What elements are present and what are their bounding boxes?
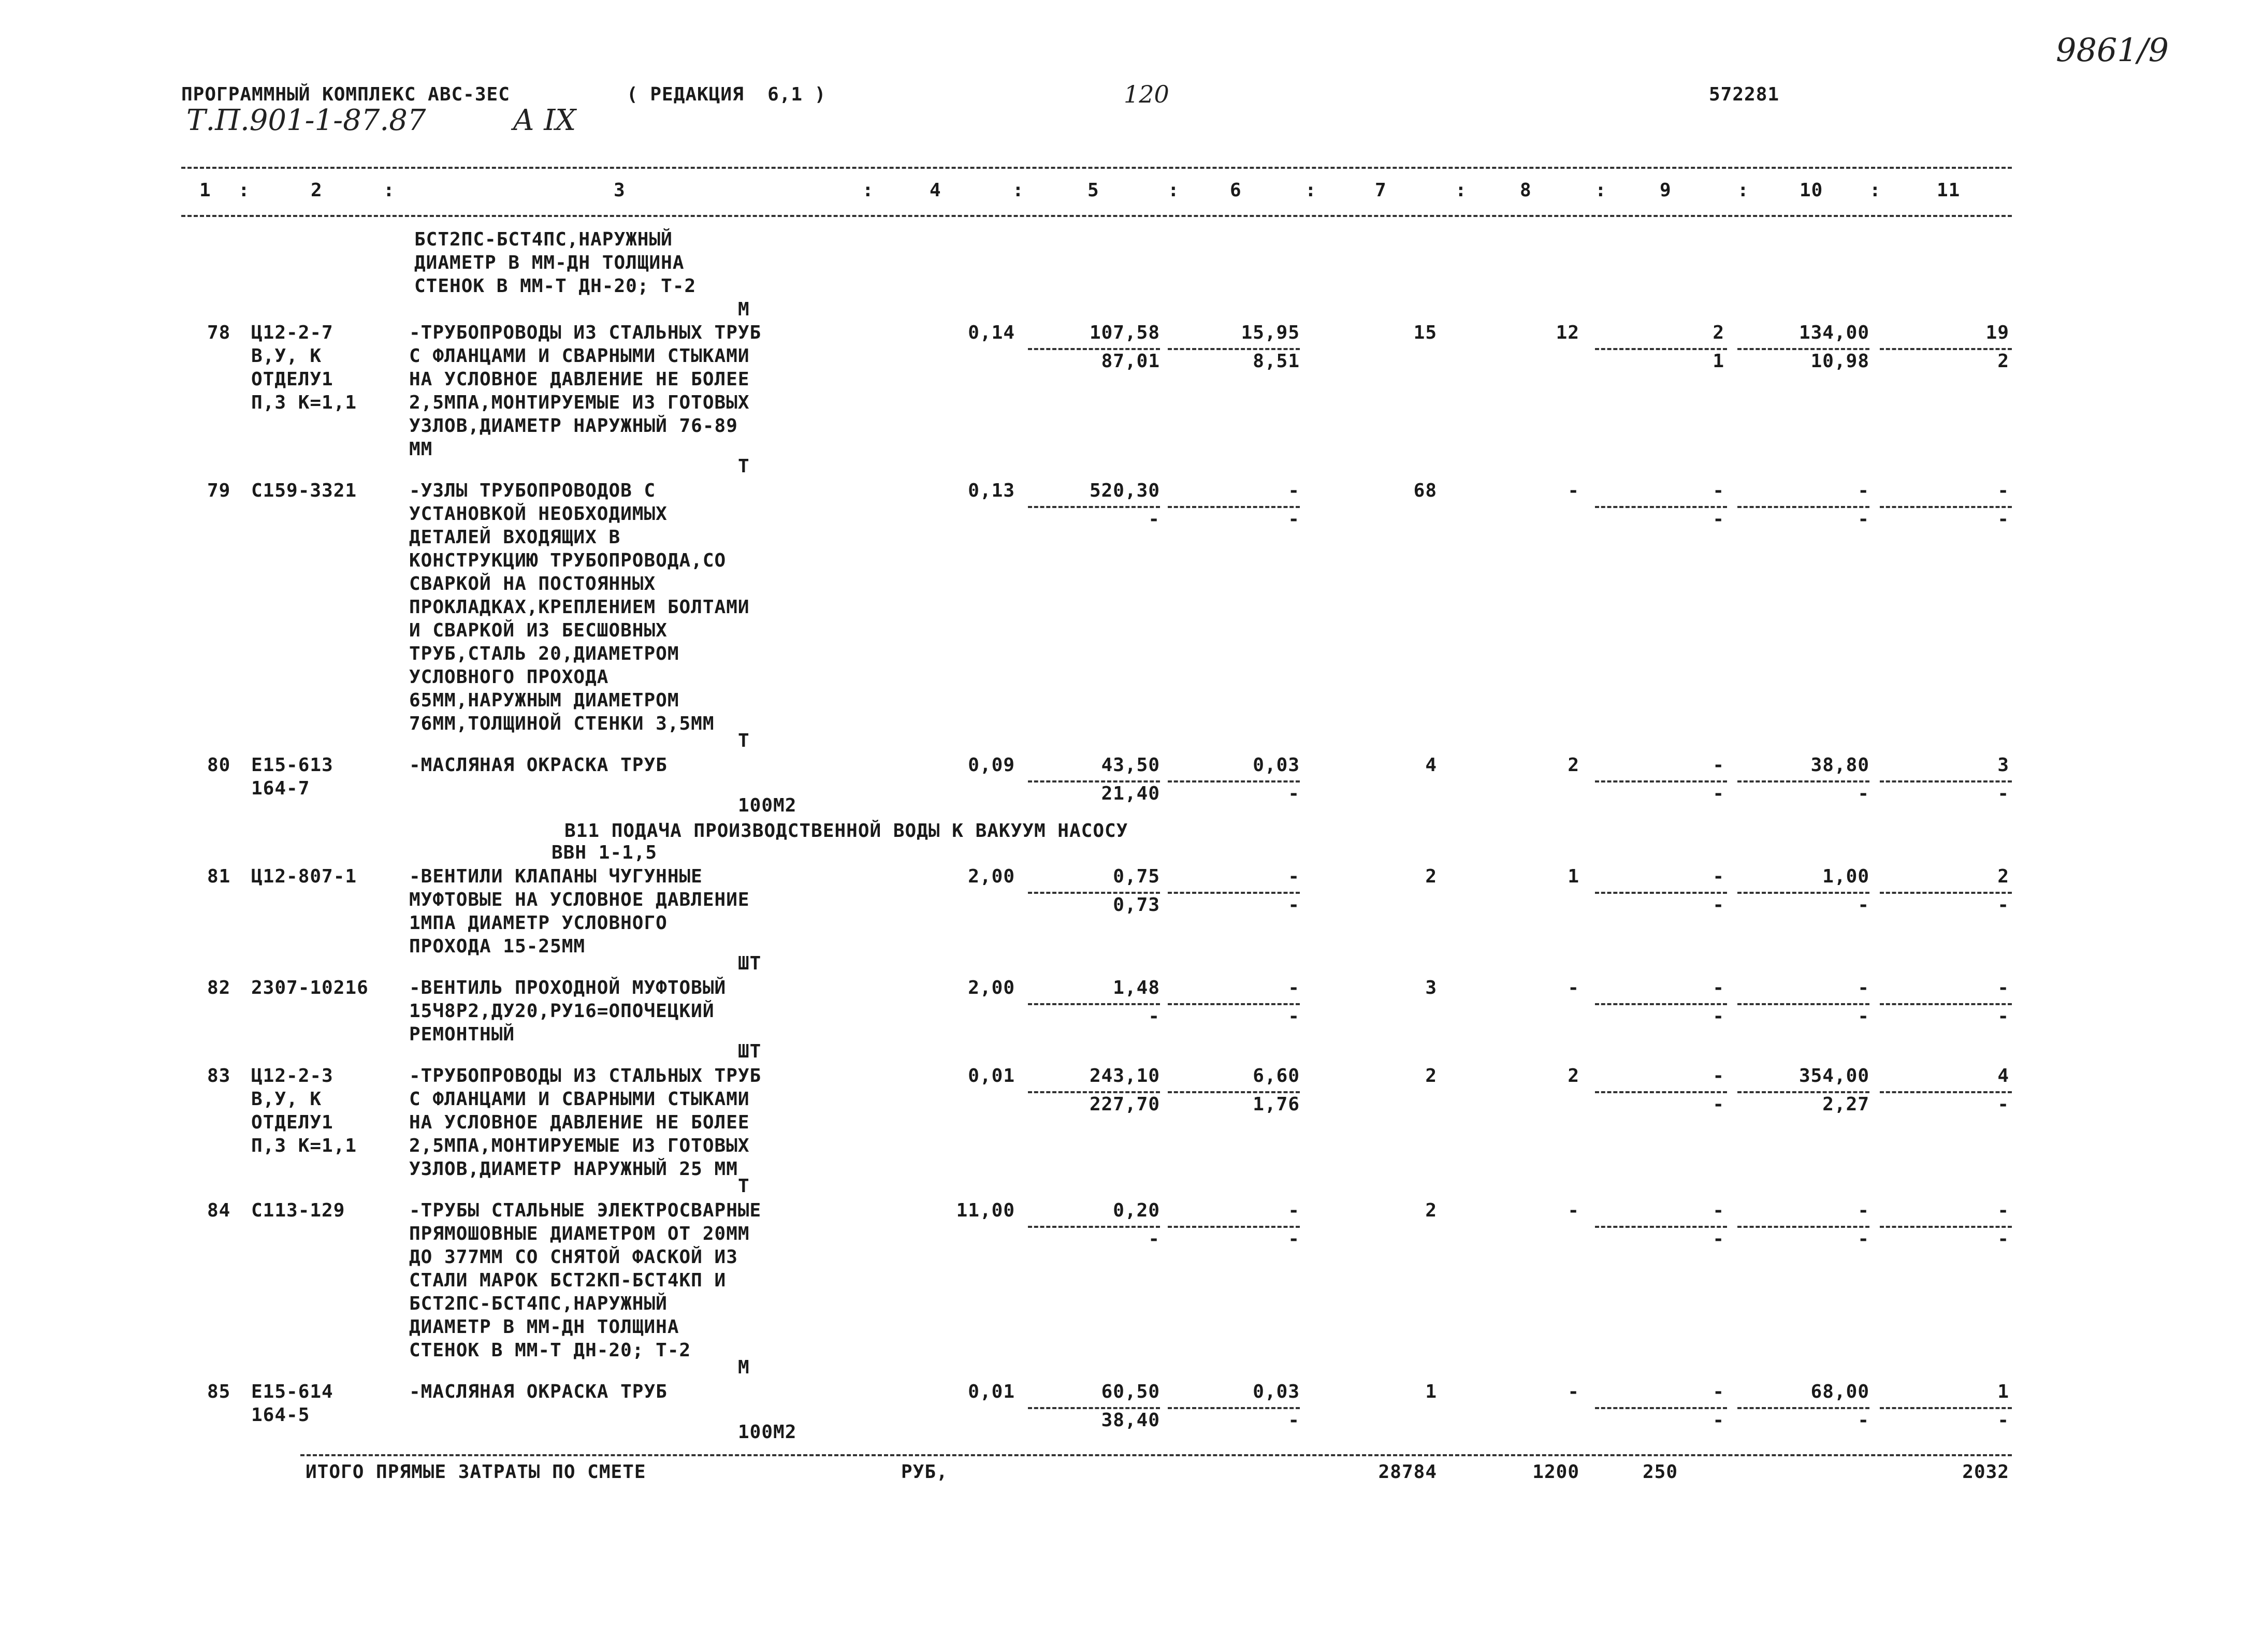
cell-c5-lower: 0,73: [1113, 894, 1160, 916]
description-line: НА УСЛОВНОЕ ДАВЛЕНИЕ НЕ БОЛЕЕ: [409, 369, 750, 390]
price-code: П,3 К=1,1: [251, 392, 357, 413]
column-header-4: 4: [930, 180, 941, 201]
column-header-6: 6: [1230, 180, 1242, 201]
cell-c8: 1: [1568, 866, 1579, 887]
cell-c10-lower: 10,98: [1810, 351, 1869, 372]
description-line: 15Ч8Р2,ДУ20,РУ16=ОПОЧЕЦКИЙ: [409, 1001, 715, 1022]
cell-c9: -: [1713, 755, 1724, 776]
cell-c11: 19: [1985, 322, 2009, 343]
total-unit: РУБ,: [901, 1461, 948, 1483]
description-line: -МАСЛЯНАЯ ОКРАСКА ТРУБ: [409, 755, 668, 776]
description-line: 1МПА ДИАМЕТР УСЛОВНОГО: [409, 912, 668, 934]
description-line: СВАРКОЙ НА ПОСТОЯННЫХ: [409, 573, 656, 595]
description-line: 76ММ,ТОЛЩИНОЙ СТЕНКИ 3,5ММ: [409, 713, 715, 734]
cell-c11-lower: -: [1997, 783, 2009, 804]
column-header-8: 8: [1520, 180, 1532, 201]
cell-c7: 2: [1425, 1200, 1437, 1221]
row-number: 80: [207, 755, 231, 776]
cell-c6-lower: -: [1288, 894, 1300, 916]
description-line: -МАСЛЯНАЯ ОКРАСКА ТРУБ: [409, 1381, 668, 1402]
total-label: ИТОГО ПРЯМЫЕ ЗАТРАТЫ ПО СМЕТЕ: [306, 1461, 646, 1483]
doc-code: 572281: [1709, 84, 1780, 105]
description-line: КОНСТРУКЦИЮ ТРУБОПРОВОДА,СО: [409, 550, 727, 571]
total-c9: 250: [1642, 1461, 1678, 1483]
cell-c6-lower: -: [1288, 509, 1300, 530]
cell-c7: 4: [1425, 755, 1437, 776]
cell-c5: 107,58: [1089, 322, 1160, 343]
cell-c5: 0,75: [1113, 866, 1160, 887]
cell-c11: -: [1997, 1200, 2009, 1221]
description-line: 65ММ,НАРУЖНЫМ ДИАМЕТРОМ: [409, 690, 679, 711]
description-line: -ТРУБОПРОВОДЫ ИЗ СТАЛЬНЫХ ТРУБ: [409, 322, 762, 343]
cell-c8: 2: [1568, 1065, 1579, 1086]
cell-c5-lower: 21,40: [1101, 783, 1160, 804]
description-line: СТАЛИ МАРОК БСТ2КП-БСТ4КП И: [409, 1270, 727, 1291]
cell-c7: 2: [1425, 866, 1437, 887]
cell-c9-lower: -: [1713, 894, 1724, 916]
column-separator: :: [1012, 180, 1024, 201]
total-c11: 2032: [1962, 1461, 2009, 1483]
cell-c11: -: [1997, 977, 2009, 998]
cell-c10-lower: -: [1858, 783, 1869, 804]
cell-c9: -: [1713, 1200, 1724, 1221]
unit-label: ШТ: [738, 1041, 762, 1062]
column-header-2: 2: [311, 180, 323, 201]
description-line: УСТАНОВКОЙ НЕОБХОДИМЫХ: [409, 503, 668, 525]
cell-c11-lower: -: [1997, 1410, 2009, 1431]
column-separator: :: [1737, 180, 1749, 201]
cell-c11-lower: -: [1997, 1094, 2009, 1115]
description-line: ДЕТАЛЕЙ ВХОДЯЩИХ В: [409, 527, 621, 548]
row-number: 78: [207, 322, 231, 343]
cell-c8: 2: [1568, 755, 1579, 776]
column-header-1: 1: [199, 180, 211, 201]
cell-c5-lower: 38,40: [1101, 1410, 1160, 1431]
cell-c6-lower: -: [1288, 1410, 1300, 1431]
cell-c8: -: [1568, 480, 1579, 501]
description-line: УЗЛОВ,ДИАМЕТР НАРУЖНЫЙ 25 ММ: [409, 1158, 738, 1180]
description-line: -ВЕНТИЛИ КЛАПАНЫ ЧУГУННЫЕ: [409, 866, 703, 887]
album-mark: А IX: [513, 104, 576, 137]
description-line: -ВЕНТИЛЬ ПРОХОДНОЙ МУФТОВЫЙ: [409, 977, 727, 998]
unit-label: 100М2: [738, 1422, 797, 1443]
column-separator: :: [1168, 180, 1180, 201]
cell-c9: -: [1713, 1065, 1724, 1086]
description-line: 2,5МПА,МОНТИРУЕМЫЕ ИЗ ГОТОВЫХ: [409, 1135, 750, 1156]
cell-c6: 6,60: [1253, 1065, 1300, 1086]
cell-c6-lower: 8,51: [1253, 351, 1300, 372]
quantity-cell: 0,09: [968, 755, 1015, 776]
cell-c10-lower: -: [1858, 1228, 1869, 1250]
row-number: 84: [207, 1200, 231, 1221]
price-code: ОТДЕЛУ1: [251, 1112, 333, 1133]
cell-c11-lower: -: [1997, 894, 2009, 916]
unit-label: ШТ: [738, 953, 762, 974]
column-header-9: 9: [1660, 180, 1672, 201]
cell-c5: 243,10: [1089, 1065, 1160, 1086]
cell-c11-lower: -: [1997, 1228, 2009, 1250]
table-header-rule: [181, 215, 2012, 217]
quantity-cell: 2,00: [968, 866, 1015, 887]
cell-c7: 3: [1425, 977, 1437, 998]
description-line: С ФЛАНЦАМИ И СВАРНЫМИ СТЫКАМИ: [409, 345, 750, 367]
cell-c9: -: [1713, 977, 1724, 998]
price-code: 164-5: [251, 1404, 310, 1426]
row-number: 85: [207, 1381, 231, 1402]
description-line: ДО 377ММ СО СНЯТОЙ ФАСКОЙ ИЗ: [409, 1247, 738, 1268]
column-separator: :: [862, 180, 874, 201]
cell-c5-lower: -: [1148, 1228, 1160, 1250]
column-separator: :: [1305, 180, 1317, 201]
description-line: ММ: [409, 439, 433, 460]
cell-c9: -: [1713, 1381, 1724, 1402]
cell-c5: 520,30: [1089, 480, 1160, 501]
cell-c8: -: [1568, 977, 1579, 998]
description-line: И СВАРКОЙ ИЗ БЕСШОВНЫХ: [409, 620, 668, 641]
cell-c7: 2: [1425, 1065, 1437, 1086]
cell-c7: 1: [1425, 1381, 1437, 1402]
cell-c6: -: [1288, 1200, 1300, 1221]
unit-label: М: [738, 1357, 750, 1378]
section-subtitle: ВВН 1-1,5: [552, 842, 658, 863]
description-line: ПРОХОДА 15-25ММ: [409, 936, 586, 957]
cell-c10: 68,00: [1810, 1381, 1869, 1402]
unit-label: 100М2: [738, 795, 797, 816]
price-code: С113-129: [251, 1200, 345, 1221]
quantity-cell: 0,13: [968, 480, 1015, 501]
section-title: В11 ПОДАЧА ПРОИЗВОДСТВЕННОЙ ВОДЫ К ВАКУУМ НАСОСУ: [564, 820, 1128, 842]
cell-c6: 15,95: [1241, 322, 1300, 343]
cell-c10: 38,80: [1810, 755, 1869, 776]
price-code: 2307-10216: [251, 977, 369, 998]
cell-c8: 12: [1556, 322, 1579, 343]
cell-c10-lower: -: [1858, 509, 1869, 530]
row-number: 82: [207, 977, 231, 998]
quantity-cell: 0,14: [968, 322, 1015, 343]
cell-c6-lower: 1,76: [1253, 1094, 1300, 1115]
cell-c5: 0,20: [1113, 1200, 1160, 1221]
price-code: Ц12-2-3: [251, 1065, 333, 1086]
cell-c5: 43,50: [1101, 755, 1160, 776]
description-line: УСЛОВНОГО ПРОХОДА: [409, 666, 609, 688]
unit-label: Т: [738, 730, 750, 751]
price-code: П,3 К=1,1: [251, 1135, 357, 1156]
description-line: СТЕНОК В ММ-Т ДН-20; Т-2: [414, 276, 697, 297]
description-line: БСТ2ПС-БСТ4ПС,НАРУЖНЫЙ: [414, 229, 673, 250]
cell-c11-lower: -: [1997, 1006, 2009, 1027]
cell-c11-lower: 2: [1997, 351, 2009, 372]
column-header-7: 7: [1375, 180, 1387, 201]
column-header-10: 10: [1800, 180, 1823, 201]
cell-c9-lower: -: [1713, 1094, 1724, 1115]
price-code: Е15-614: [251, 1381, 333, 1402]
description-line: СТЕНОК В ММ-Т ДН-20; Т-2: [409, 1340, 691, 1361]
cell-c9-lower: -: [1713, 1228, 1724, 1250]
cell-c5: 60,50: [1101, 1381, 1160, 1402]
table-top-rule: [181, 167, 2012, 169]
cell-c6-lower: -: [1288, 783, 1300, 804]
page-number: 120: [1124, 80, 1169, 108]
cell-c6: 0,03: [1253, 1381, 1300, 1402]
cell-c10: 354,00: [1798, 1065, 1869, 1086]
cell-c11: 1: [1997, 1381, 2009, 1402]
description-line: ТРУБ,СТАЛЬ 20,ДИАМЕТРОМ: [409, 643, 679, 664]
cell-c5-lower: -: [1148, 509, 1160, 530]
row-number: 81: [207, 866, 231, 887]
cell-c7: 68: [1413, 480, 1437, 501]
program-name: ПРОГРАММНЫЙ КОМПЛЕКС АВС-3ЕС: [181, 84, 510, 105]
sheet-mark: 9861/9: [2056, 31, 2169, 69]
description-line: ДИАМЕТР В ММ-ДН ТОЛЩИНА: [414, 252, 685, 273]
column-separator: :: [1869, 180, 1881, 201]
unit-label: Т: [738, 456, 750, 477]
total-c8: 1200: [1532, 1461, 1579, 1483]
price-code: С159-3321: [251, 480, 357, 501]
price-code: В,У, К: [251, 345, 322, 367]
cell-c6: -: [1288, 480, 1300, 501]
column-header-5: 5: [1087, 180, 1099, 201]
quantity-cell: 2,00: [968, 977, 1015, 998]
column-separator: :: [383, 180, 395, 201]
cell-c10-lower: -: [1858, 1006, 1869, 1027]
cell-c7: 15: [1413, 322, 1437, 343]
cell-c6: -: [1288, 977, 1300, 998]
description-line: МУФТОВЫЕ НА УСЛОВНОЕ ДАВЛЕНИЕ: [409, 889, 750, 910]
cell-c9: 2: [1713, 322, 1724, 343]
cell-c5-lower: 227,70: [1089, 1094, 1160, 1115]
cell-c6-lower: -: [1288, 1006, 1300, 1027]
price-code: Ц12-2-7: [251, 322, 333, 343]
cell-c6: 0,03: [1253, 755, 1300, 776]
cell-c11: 4: [1997, 1065, 2009, 1086]
cell-c9-lower: -: [1713, 783, 1724, 804]
description-line: С ФЛАНЦАМИ И СВАРНЫМИ СТЫКАМИ: [409, 1089, 750, 1110]
total-rule: [300, 1454, 2012, 1456]
quantity-cell: 0,01: [968, 1381, 1015, 1402]
cell-c5-lower: -: [1148, 1006, 1160, 1027]
description-line: УЗЛОВ,ДИАМЕТР НАРУЖНЫЙ 76-89: [409, 415, 738, 437]
cell-c11: 3: [1997, 755, 2009, 776]
total-c7: 28784: [1378, 1461, 1437, 1483]
cell-c5-lower: 87,01: [1101, 351, 1160, 372]
cell-c10: -: [1858, 977, 1869, 998]
description-line: ПРЯМОШОВНЫЕ ДИАМЕТРОМ ОТ 20ММ: [409, 1223, 750, 1244]
cell-c6-lower: -: [1288, 1228, 1300, 1250]
cell-c8: -: [1568, 1200, 1579, 1221]
cell-c10-lower: -: [1858, 1410, 1869, 1431]
cell-c10: 1,00: [1822, 866, 1869, 887]
project-code: Т.П.901-1-87.87: [186, 104, 426, 137]
description-line: -ТРУБЫ СТАЛЬНЫЕ ЭЛЕКТРОСВАРНЫЕ: [409, 1200, 762, 1221]
cell-c11-lower: -: [1997, 509, 2009, 530]
cell-c9-lower: -: [1713, 509, 1724, 530]
column-separator: :: [1455, 180, 1467, 201]
description-line: РЕМОНТНЫЙ: [409, 1024, 515, 1045]
price-code: Ц12-807-1: [251, 866, 357, 887]
cell-c10-lower: -: [1858, 894, 1869, 916]
quantity-cell: 0,01: [968, 1065, 1015, 1086]
cell-c9-lower: -: [1713, 1006, 1724, 1027]
cell-c11: 2: [1997, 866, 2009, 887]
description-line: -ТРУБОПРОВОДЫ ИЗ СТАЛЬНЫХ ТРУБ: [409, 1065, 762, 1086]
row-number: 83: [207, 1065, 231, 1086]
quantity-cell: 11,00: [956, 1200, 1015, 1221]
description-line: -УЗЛЫ ТРУБОПРОВОДОВ С: [409, 480, 656, 501]
cell-c10: -: [1858, 480, 1869, 501]
description-line: НА УСЛОВНОЕ ДАВЛЕНИЕ НЕ БОЛЕЕ: [409, 1112, 750, 1133]
column-separator: :: [238, 180, 250, 201]
cell-c9-lower: 1: [1713, 351, 1724, 372]
cell-c11: -: [1997, 480, 2009, 501]
edition: ( РЕДАКЦИЯ 6,1 ): [627, 84, 826, 105]
cell-c9: -: [1713, 866, 1724, 887]
column-header-3: 3: [614, 180, 626, 201]
row-number: 79: [207, 480, 231, 501]
cell-c5: 1,48: [1113, 977, 1160, 998]
unit-label: Т: [738, 1176, 750, 1197]
column-header-11: 11: [1937, 180, 1961, 201]
description-line: 2,5МПА,МОНТИРУЕМЫЕ ИЗ ГОТОВЫХ: [409, 392, 750, 413]
description-line: ПРОКЛАДКАХ,КРЕПЛЕНИЕМ БОЛТАМИ: [409, 597, 750, 618]
cell-c10-lower: 2,27: [1822, 1094, 1869, 1115]
cell-c9: -: [1713, 480, 1724, 501]
description-line: БСТ2ПС-БСТ4ПС,НАРУЖНЫЙ: [409, 1293, 668, 1314]
description-line: ДИАМЕТР В ММ-ДН ТОЛЩИНА: [409, 1316, 679, 1338]
cell-c6: -: [1288, 866, 1300, 887]
unit-label: М: [738, 299, 750, 320]
cell-c10: -: [1858, 1200, 1869, 1221]
price-code: ОТДЕЛУ1: [251, 369, 333, 390]
cell-c9-lower: -: [1713, 1410, 1724, 1431]
cell-c8: -: [1568, 1381, 1579, 1402]
column-separator: :: [1595, 180, 1607, 201]
cell-c10: 134,00: [1798, 322, 1869, 343]
price-code: Е15-613: [251, 755, 333, 776]
price-code: 164-7: [251, 778, 310, 799]
price-code: В,У, К: [251, 1089, 322, 1110]
